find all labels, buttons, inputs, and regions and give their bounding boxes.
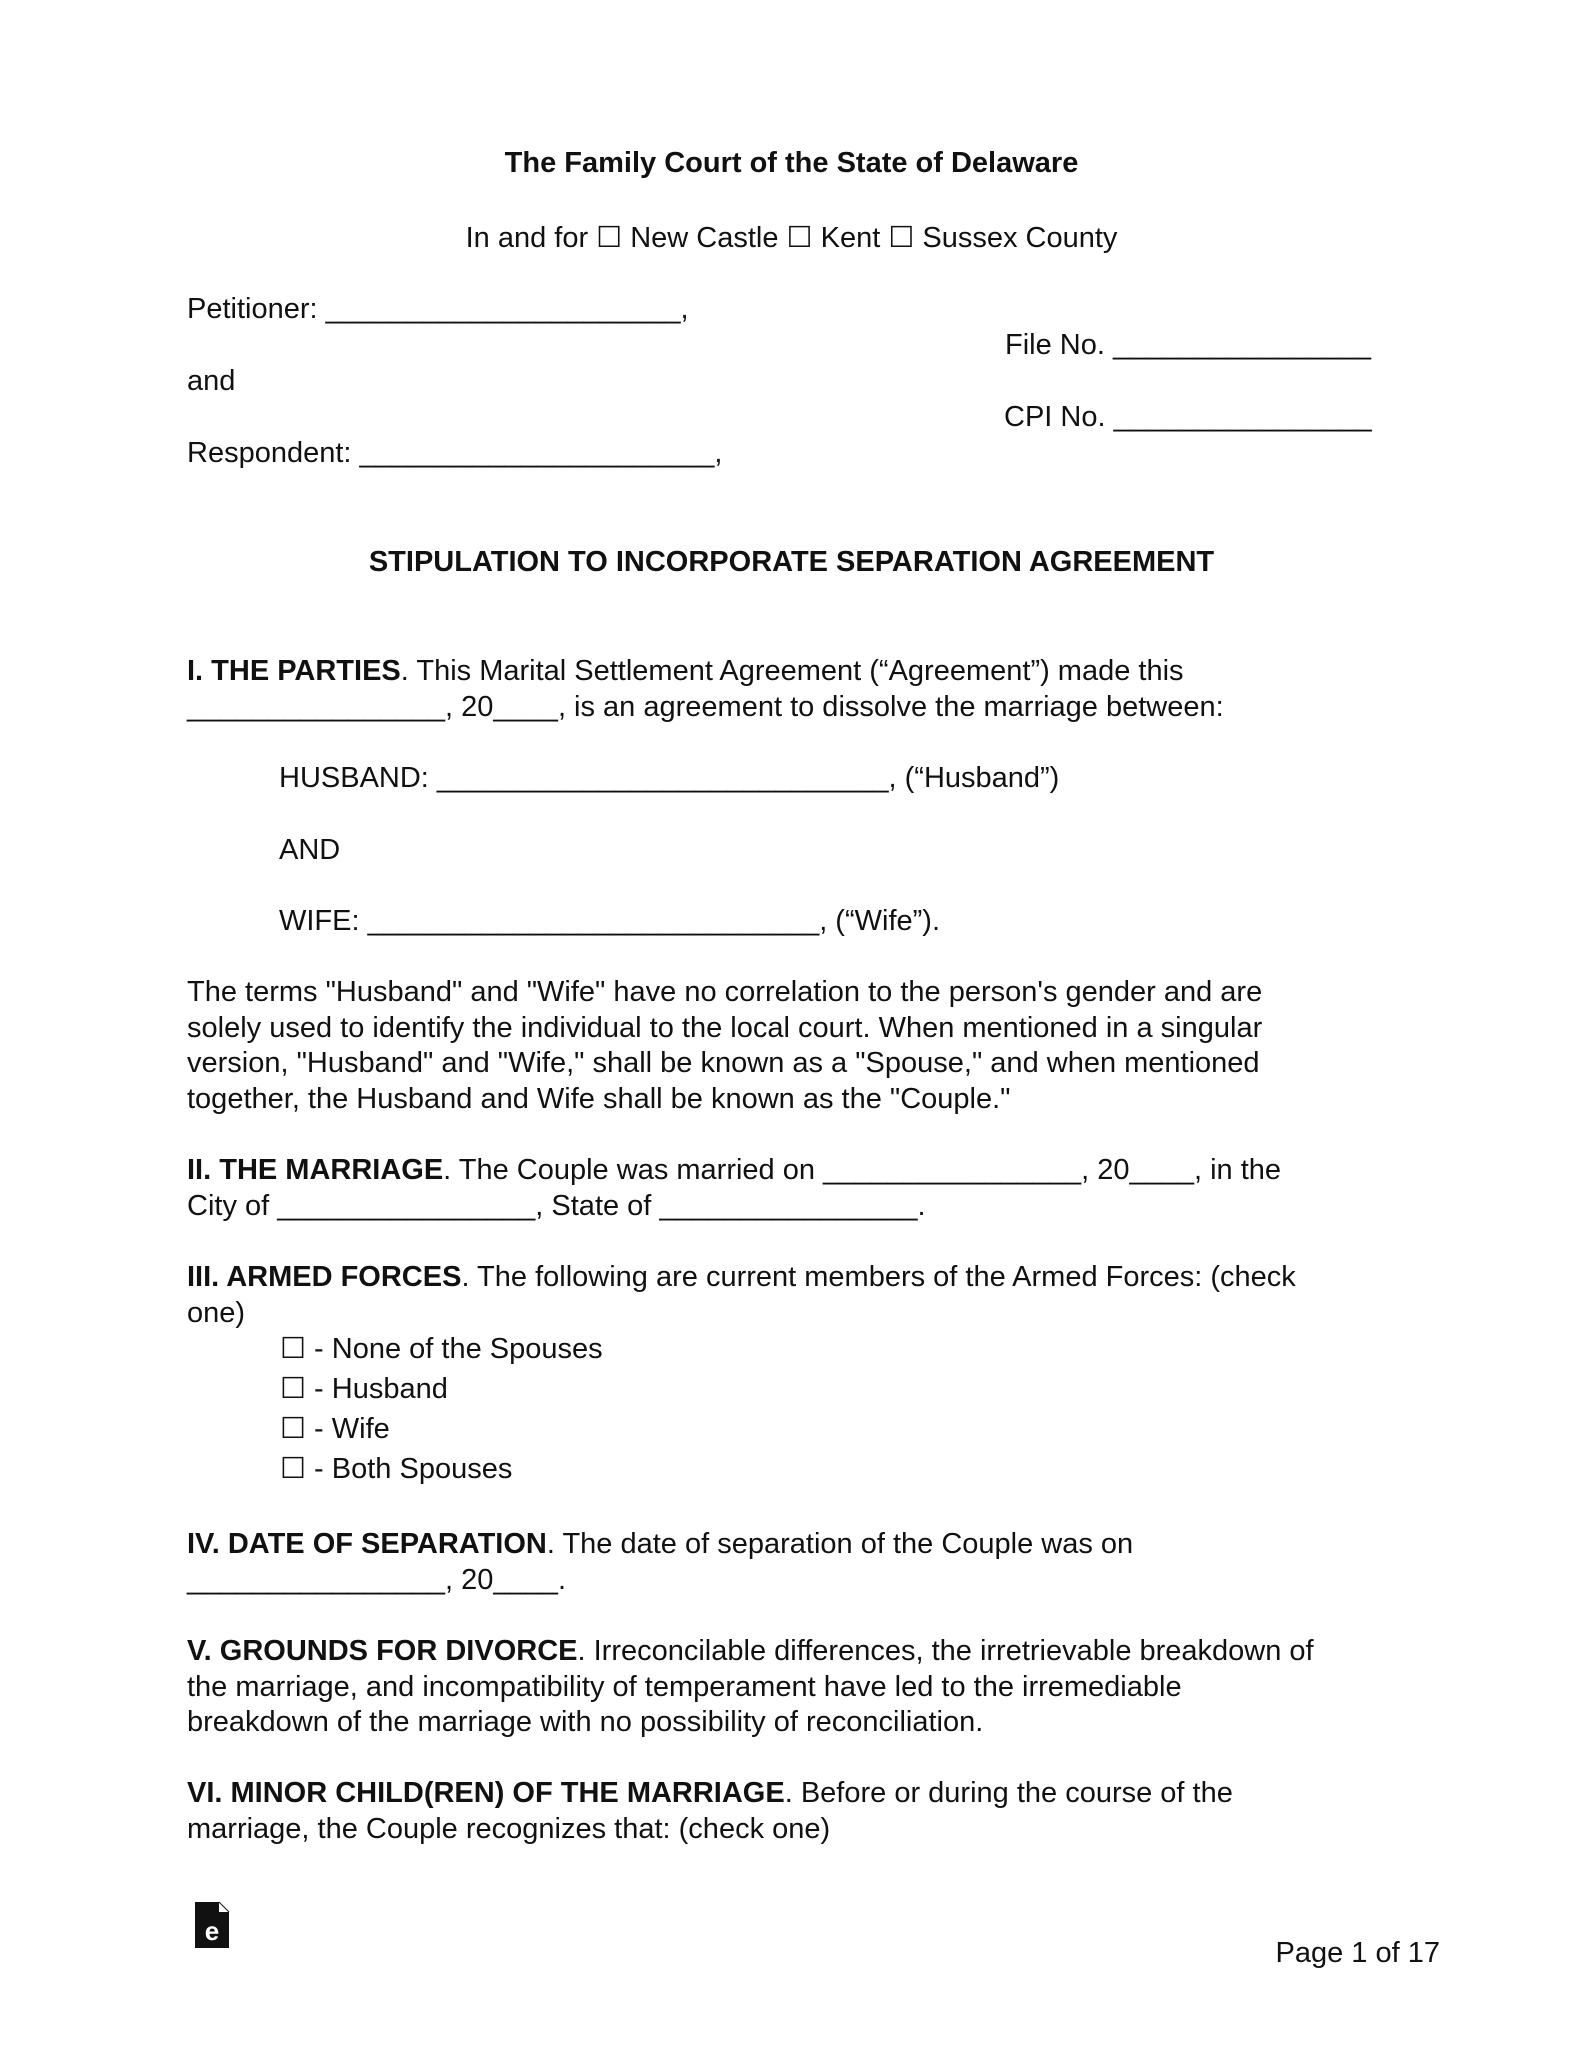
section-armed-forces: III. ARMED FORCES. The following are current members of the Armed Forces: (check one) — [187, 1261, 1296, 1329]
county-line: In and for ☐ New Castle ☐ Kent ☐ Sussex County — [465, 222, 1118, 254]
and-separator: AND — [279, 834, 341, 866]
section-parties-heading: I. THE PARTIES — [187, 655, 401, 687]
document-e-icon — [193, 1900, 231, 1950]
armed-forces-option-both[interactable]: ☐ - Both Spouses — [280, 1453, 513, 1485]
respondent-field: Respondent: ______________________, — [187, 437, 723, 469]
petitioner-field: Petitioner: ______________________, — [187, 293, 689, 325]
svg-text:e: e — [204, 1916, 220, 1946]
terms-paragraph: The terms "Husband" and "Wife" have no correlation to the person's gender and are solely used to identify the individual to the local court. When mentioned in a singular version, "Husband" and "Wife," shall be known as a "Spouse," and when mentioned together, the Husband and Wife shall be known as the "Couple." — [187, 976, 1263, 1115]
section-minor-children: VI. MINOR CHILD(REN) OF THE MARRIAGE. Before or during the course of the marriage, the Couple recognizes that: (check one) — [187, 1777, 1233, 1845]
document-title: STIPULATION TO INCORPORATE SEPARATION AGREEMENT — [368, 546, 1215, 578]
husband-field: HUSBAND: ____________________________, (“Husband”) — [279, 762, 1060, 794]
section-marriage-heading: II. THE MARRIAGE — [187, 1154, 444, 1186]
section-armed-forces-heading: III. ARMED FORCES — [187, 1261, 462, 1293]
armed-forces-option-wife[interactable]: ☐ - Wife — [280, 1413, 390, 1445]
and-text: and — [187, 365, 236, 397]
page-number: Page 1 of 17 — [1275, 1937, 1440, 1969]
armed-forces-option-none[interactable]: ☐ - None of the Spouses — [280, 1333, 603, 1365]
section-marriage: II. THE MARRIAGE. The Couple was married on ________________, 20____, in the City of ________________, State of ________________. — [187, 1154, 1282, 1222]
section-minor-children-heading: VI. MINOR CHILD(REN) OF THE MARRIAGE — [187, 1777, 785, 1809]
section-separation-date: IV. DATE OF SEPARATION. The date of separation of the Couple was on ________________, 20____. — [187, 1528, 1134, 1596]
cpi-number-field: CPI No. ________________ — [1004, 401, 1372, 433]
section-grounds: V. GROUNDS FOR DIVORCE. Irreconcilable differences, the irretrievable breakdown of the marriage, and incompatibility of temperament have led to the irremediable breakdown of the marriage with no possibility of reconciliation. — [187, 1635, 1314, 1738]
section-parties-line-2: ________________, 20____, is an agreement to dissolve the marriage between: — [187, 690, 1224, 723]
file-number-field: File No. ________________ — [1005, 329, 1372, 361]
section-parties-line-1: I. THE PARTIES. This Marital Settlement Agreement (“Agreement”) made this — [187, 655, 1184, 687]
section-separation-date-heading: IV. DATE OF SEPARATION — [187, 1528, 547, 1560]
section-parties — [187, 654, 1407, 725]
court-title: The Family Court of the State of Delaware — [504, 147, 1079, 179]
wife-field: WIFE: ____________________________, (“Wife”). — [279, 905, 940, 937]
armed-forces-option-husband[interactable]: ☐ - Husband — [280, 1373, 448, 1405]
section-grounds-heading: V. GROUNDS FOR DIVORCE — [187, 1635, 578, 1667]
